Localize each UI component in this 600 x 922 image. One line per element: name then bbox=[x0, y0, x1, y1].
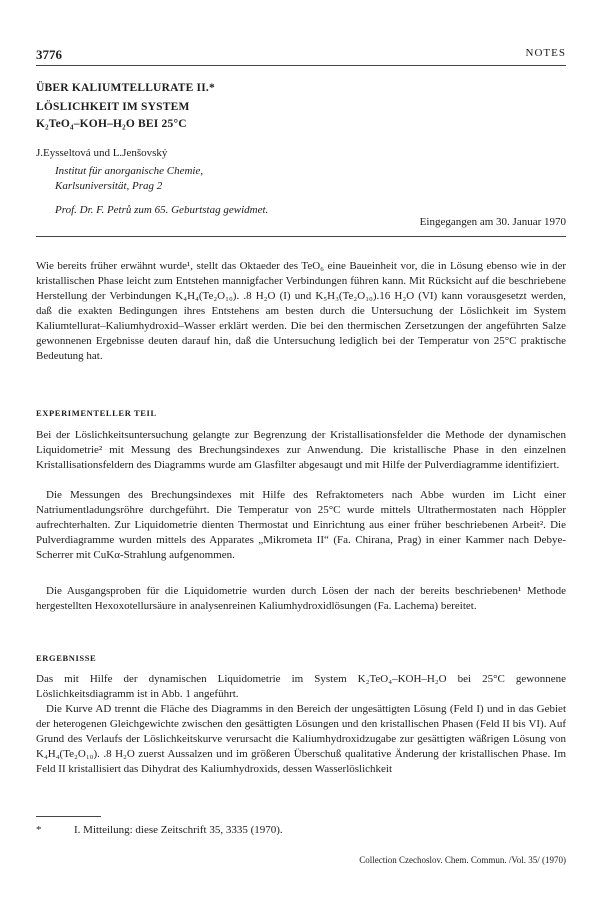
footnote-text: I. Mitteilung: diese Zeitschrift 35, 3335 (1970). bbox=[74, 824, 283, 836]
page-number: 3776 bbox=[36, 47, 62, 62]
authors: J.Eysseltová und L.Jenšovský bbox=[36, 147, 168, 159]
footnote-rule bbox=[36, 816, 101, 817]
running-header bbox=[36, 47, 566, 63]
experimental-paragraph-2: Die Messungen des Brechungsindexes mit Hilfe des Refraktometers nach Abbe wurden im Licht einer Natriumentladungsröhre durchgeführt. Die Temperatur von 25°C wurde mittels Ultrathermostaten nach Höppler aufrechterhalten. Zur Liquidometrie dienten Thermostat und Einrichtung aus einer früher beschriebenen Arbeit². Die Pulverdiagramme wurden mittels des Apparates „Mikrometa II“ (Fa. Chirana, Prag) in einer Kammer nach Debye-Scherrer mit CuKα-Strahlung aufgenommen. bbox=[36, 489, 566, 561]
institution-line-1: Institut für anorganische Chemie, bbox=[55, 165, 204, 177]
journal-citation: Collection Czechoslov. Chem. Commun. /Vol. 35/ (1970) bbox=[359, 855, 566, 865]
received-date: Eingegangen am 30. Januar 1970 bbox=[419, 216, 566, 228]
results-paragraph-2: Die Kurve AD trennt die Fläche des Diagramms in den Bereich der ungesättigten Lösung (Feld I) und in das Gebiet der heterogenen Gleichgewichte zwischen den gesättigten Lösungen und den kristallischen Phasen (Feld II bis VI). Auf Grund des Verlaufs der Löslichkeitskurve verursacht die Kaliumhydroxidzugabe zur gesättigten wäßrigen Lösung von K₄H₄(Te₂O₁₀). .8 H₂O zuerst Aussalzen und im größeren Überschuß qualitative Änderung der kristallischen Phase. Im Feld II kristallisiert das Dihydrat des Kaliumhydroxids, dessen Wasserlöslichkeit bbox=[36, 703, 566, 775]
dedication: Prof. Dr. F. Petrů zum 65. Geburtstag gewidmet. bbox=[55, 204, 269, 216]
title-line-2: LÖSLICHKEIT IM SYSTEM bbox=[36, 101, 190, 113]
title-line-1: ÜBER KALIUMTELLURATE II.* bbox=[36, 82, 215, 94]
footnote-mark: * bbox=[36, 824, 42, 836]
title-line-3: K₂TeO₄–KOH–H₂O BEI 25°C bbox=[36, 118, 187, 130]
experimental-paragraph-3: Die Ausgangsproben für die Liquidometrie wurden durch Lösen der nach der bereits beschriebenen¹ Methode hergestellten Hexoxotellursäure in analysenreinen Kaliumhydroxidlösungen (Fa. Lachema) bereitet. bbox=[36, 585, 566, 612]
intro-paragraph: Wie bereits früher erwähnt wurde¹, stellt das Oktaeder des TeO₆ eine Baueinheit vor, die in Lösung ebenso wie in der kristallischen Phase leicht zum Entstehen mannigfacher Verbindungen führen kann. Mit Rücksicht auf die beschriebene Herstellung der Verbindungen K₄H₄(Te₂O₁₀). .8 H₂O (I) und K₅H₃(Te₂O₁₀).16 H₂O (VI) kann vorausgesetzt werden, daß die exakten Bedingungen ihres Entstehens am besten durch die Untersuchung der Löslichkeit im System Kaliumtellurat–Kaliumhydroxid–Wasser erklärt werden. Die bei den thermischen Zersetzungen der angeführten Salze gewonnenen Ergebnisse deuten darauf hin, daß die Untersuchung lediglich bei der Temperatur von 25°C praktische Bedeutung hat. bbox=[36, 260, 566, 362]
section-heading-experimental: EXPERIMENTELLER TEIL bbox=[36, 408, 157, 418]
title-block-rule bbox=[36, 236, 566, 237]
header-rule bbox=[36, 65, 566, 66]
section-heading-results: ERGEBNISSE bbox=[36, 653, 97, 663]
results-paragraph-1: Das mit Hilfe der dynamischen Liquidometrie im System K₂TeO₄–KOH–H₂O bei 25°C gewonnene Löslichkeitsdiagramm ist in Abb. 1 angeführt. bbox=[36, 673, 566, 700]
institution-line-2: Karlsuniversität, Prag 2 bbox=[55, 180, 163, 192]
experimental-paragraph-1: Bei der Löslichkeitsuntersuchung gelangte zur Begrenzung der Kristallisationsfelder die Methode der dynamischen Liquidometrie² mit Messung des Brechungsindexes zur Anwendung. Die kristallische Phase in den einzelnen Kristallisationsfeldern des Diagramms wurde am Glasfilter abgesaugt und mit Hilfe der Pulverdiagramme identifiziert. bbox=[36, 429, 566, 471]
footnote bbox=[36, 824, 283, 836]
section-label: NOTES bbox=[525, 47, 566, 59]
